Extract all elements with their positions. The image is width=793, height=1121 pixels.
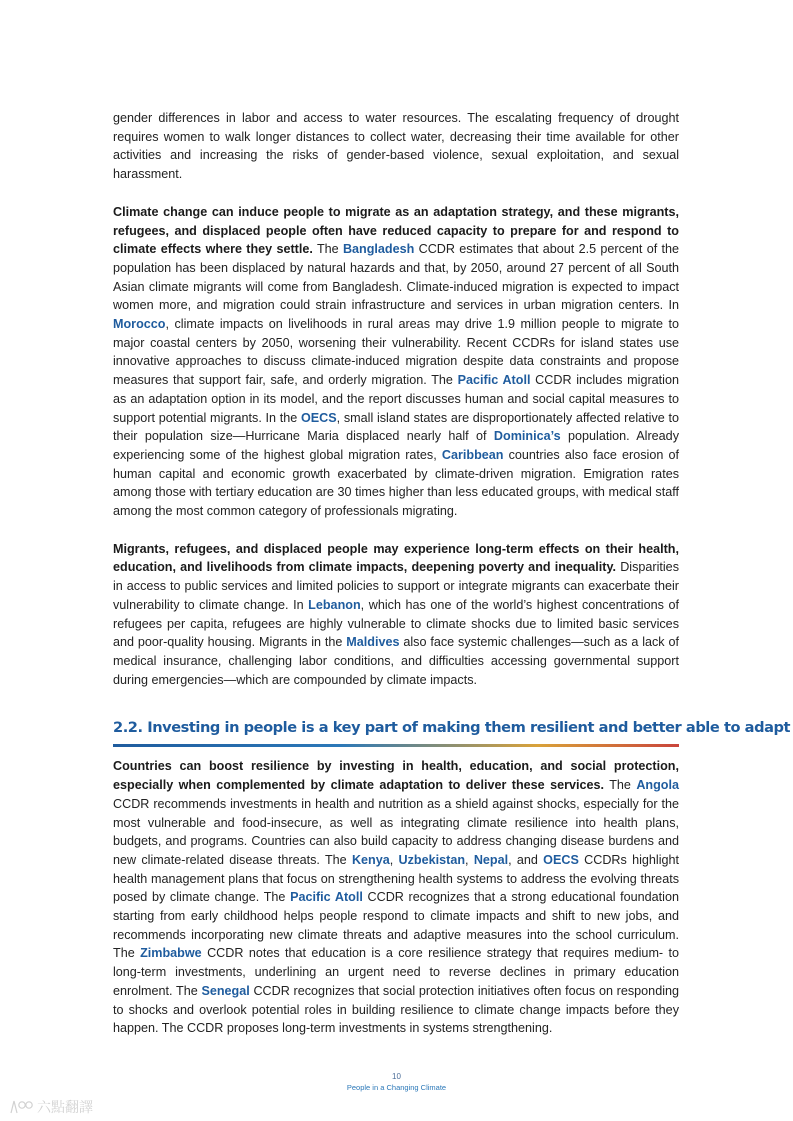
body-text: , which has one of the world’s highest concentrations of refugees per capita, refugees are highly vulnerable to climate shocks due to limited basic services and poor-quality housing. Migrants in the [113,597,679,650]
country-name: Nepal [473,852,509,867]
body-text: The [604,778,637,793]
country-name: Kenya [351,852,390,867]
body-text: , [389,852,399,867]
lead-sentence: Climate change can induce people to migrate as an adaptation strategy, and these migrants, refugees, and displaced people often have reduced capacity to prepare for and respond to climate effects where they settle. [113,204,679,257]
country-name: OECS [300,410,337,425]
body-text: also face systemic challenges—such as a lack of medical insurance, challenging labor conditions, and difficulties accessing governmental support during emergencies—which are compounded by climate impacts. [113,635,679,687]
body-text: Disparities in access to public services and limited policies to support or integrate migrants can exacerbate their vulnerability to climate change. In [113,560,679,612]
section-heading: 2.2. Investing in people is a key part of making them resilient and better able to adapt [113,719,790,737]
page-footer [0,1071,793,1093]
body-text: CCDR includes migration as an adaptation option in its model, and the report discusses human and social capital measures to support potential migrants. In the [113,373,679,425]
page-number: 10 [392,1072,401,1081]
body-text: , climate impacts on livelihoods in rural areas may drive 1.9 million people to migrate to major coastal centers by 2050, worsening their vulnerability. Recent CCDRs for island states use innovative approaches to discuss climate-induced migration despite data constraints and propose measures that support fair, safe, and orderly migration. The [113,317,679,388]
country-name: Pacific Atoll [457,373,531,388]
country-name: Dominica’s [493,429,561,444]
paragraph [113,109,679,184]
body-text: CCDR recommends investments in health and nutrition as a shield against shocks, especially for the most vulnerable and food-insecure, as well as integrating climate resilience into health plans, budgets, and programs. Countries can also build capacity to address changing disease burdens and new climate-related disease threats. The [113,796,679,867]
watermark-text: 六點翻譯 [37,1100,93,1116]
body-text: gender differences in labor and access to water resources. The escalating frequency of drought requires women to walk longer distances to collect water, decreasing their time available for other activities and increasing the risks of gender-based violence, sexual exploitation, and sexual harassment. [113,111,679,182]
body-text: , small island states are disproportionately affected relative to their population size—Hurricane Maria displaced nearly half of [113,410,679,444]
watermark-logo-icon [8,1094,108,1118]
country-name: Senegal [201,983,250,998]
paragraph [113,540,679,690]
country-name: Angola [636,778,679,793]
country-name: Maldives [346,635,400,650]
body-text: CCDR recognizes that social protection initiatives often focus on responding to shocks and overlook potential roles in building resilience to climate change impacts before they happen. The CCDR proposes long-term investments in systems strengthening. [113,983,679,1036]
body-text: CCDR recognizes that a strong educational foundation starting from early childhood helps people respond to climate impacts and shift to new jobs, and recommends incorporating new climate threats and adaptive measures into the school curriculum. The [113,890,679,961]
lead-sentence: Migrants, refugees, and displaced people may experience long-term effects on their health, education, and livelihoods from climate impacts, deepening poverty and inequality. [113,541,679,575]
body-text: population. Already experiencing some of the highest global migration rates, [113,429,679,462]
body-text: CCDR estimates that about 2.5 percent of the population has been displaced by natural hazards and that, by 2050, around 27 percent of all South Asian climate migrants will come from Bangladesh. Climate-induced migration is expected to impact women more, and migration could strain infrastructure and services in urban migration centers. In [113,242,679,313]
country-name: Bangladesh [342,242,415,257]
lead-sentence: Countries can boost resilience by investing in health, education, and social protection, especially when complemented by climate adaptation to deliver these services. [113,759,679,793]
body-text: The [312,242,343,257]
paragraph [113,757,679,1038]
page-content [113,109,790,1038]
body-text: countries also face erosion of human capital and economic growth exacerbated by climate-driven migration. Emigration rates among those with tertiary education are 30 times higher than less educated groups, with medical staff among the most common category of professionals migrating. [113,447,679,519]
country-name: Pacific Atoll [290,890,363,905]
country-name: Caribbean [441,447,504,462]
section-heading-block [113,718,790,747]
country-name: Morocco [113,317,166,332]
body-text: , and [508,852,544,867]
section-divider [113,744,679,747]
body-text: CCDRs highlight health management plans that focus on strengthening health systems to address the evolving threats posed by climate change. The [113,852,680,905]
country-name: Zimbabwe [140,946,202,961]
body-text: , [465,852,474,867]
country-name: Lebanon [308,597,361,612]
document-title: People in a Changing Climate [346,1083,447,1092]
body-text: CCDR notes that education is a core resilience strategy that requires medium- to long-term investments, underlining an urgent need to reverse declines in primary education enrolment. The [113,946,680,998]
country-name: OECS [543,852,579,867]
country-name: Uzbekistan [398,852,466,867]
paragraph [113,203,679,521]
